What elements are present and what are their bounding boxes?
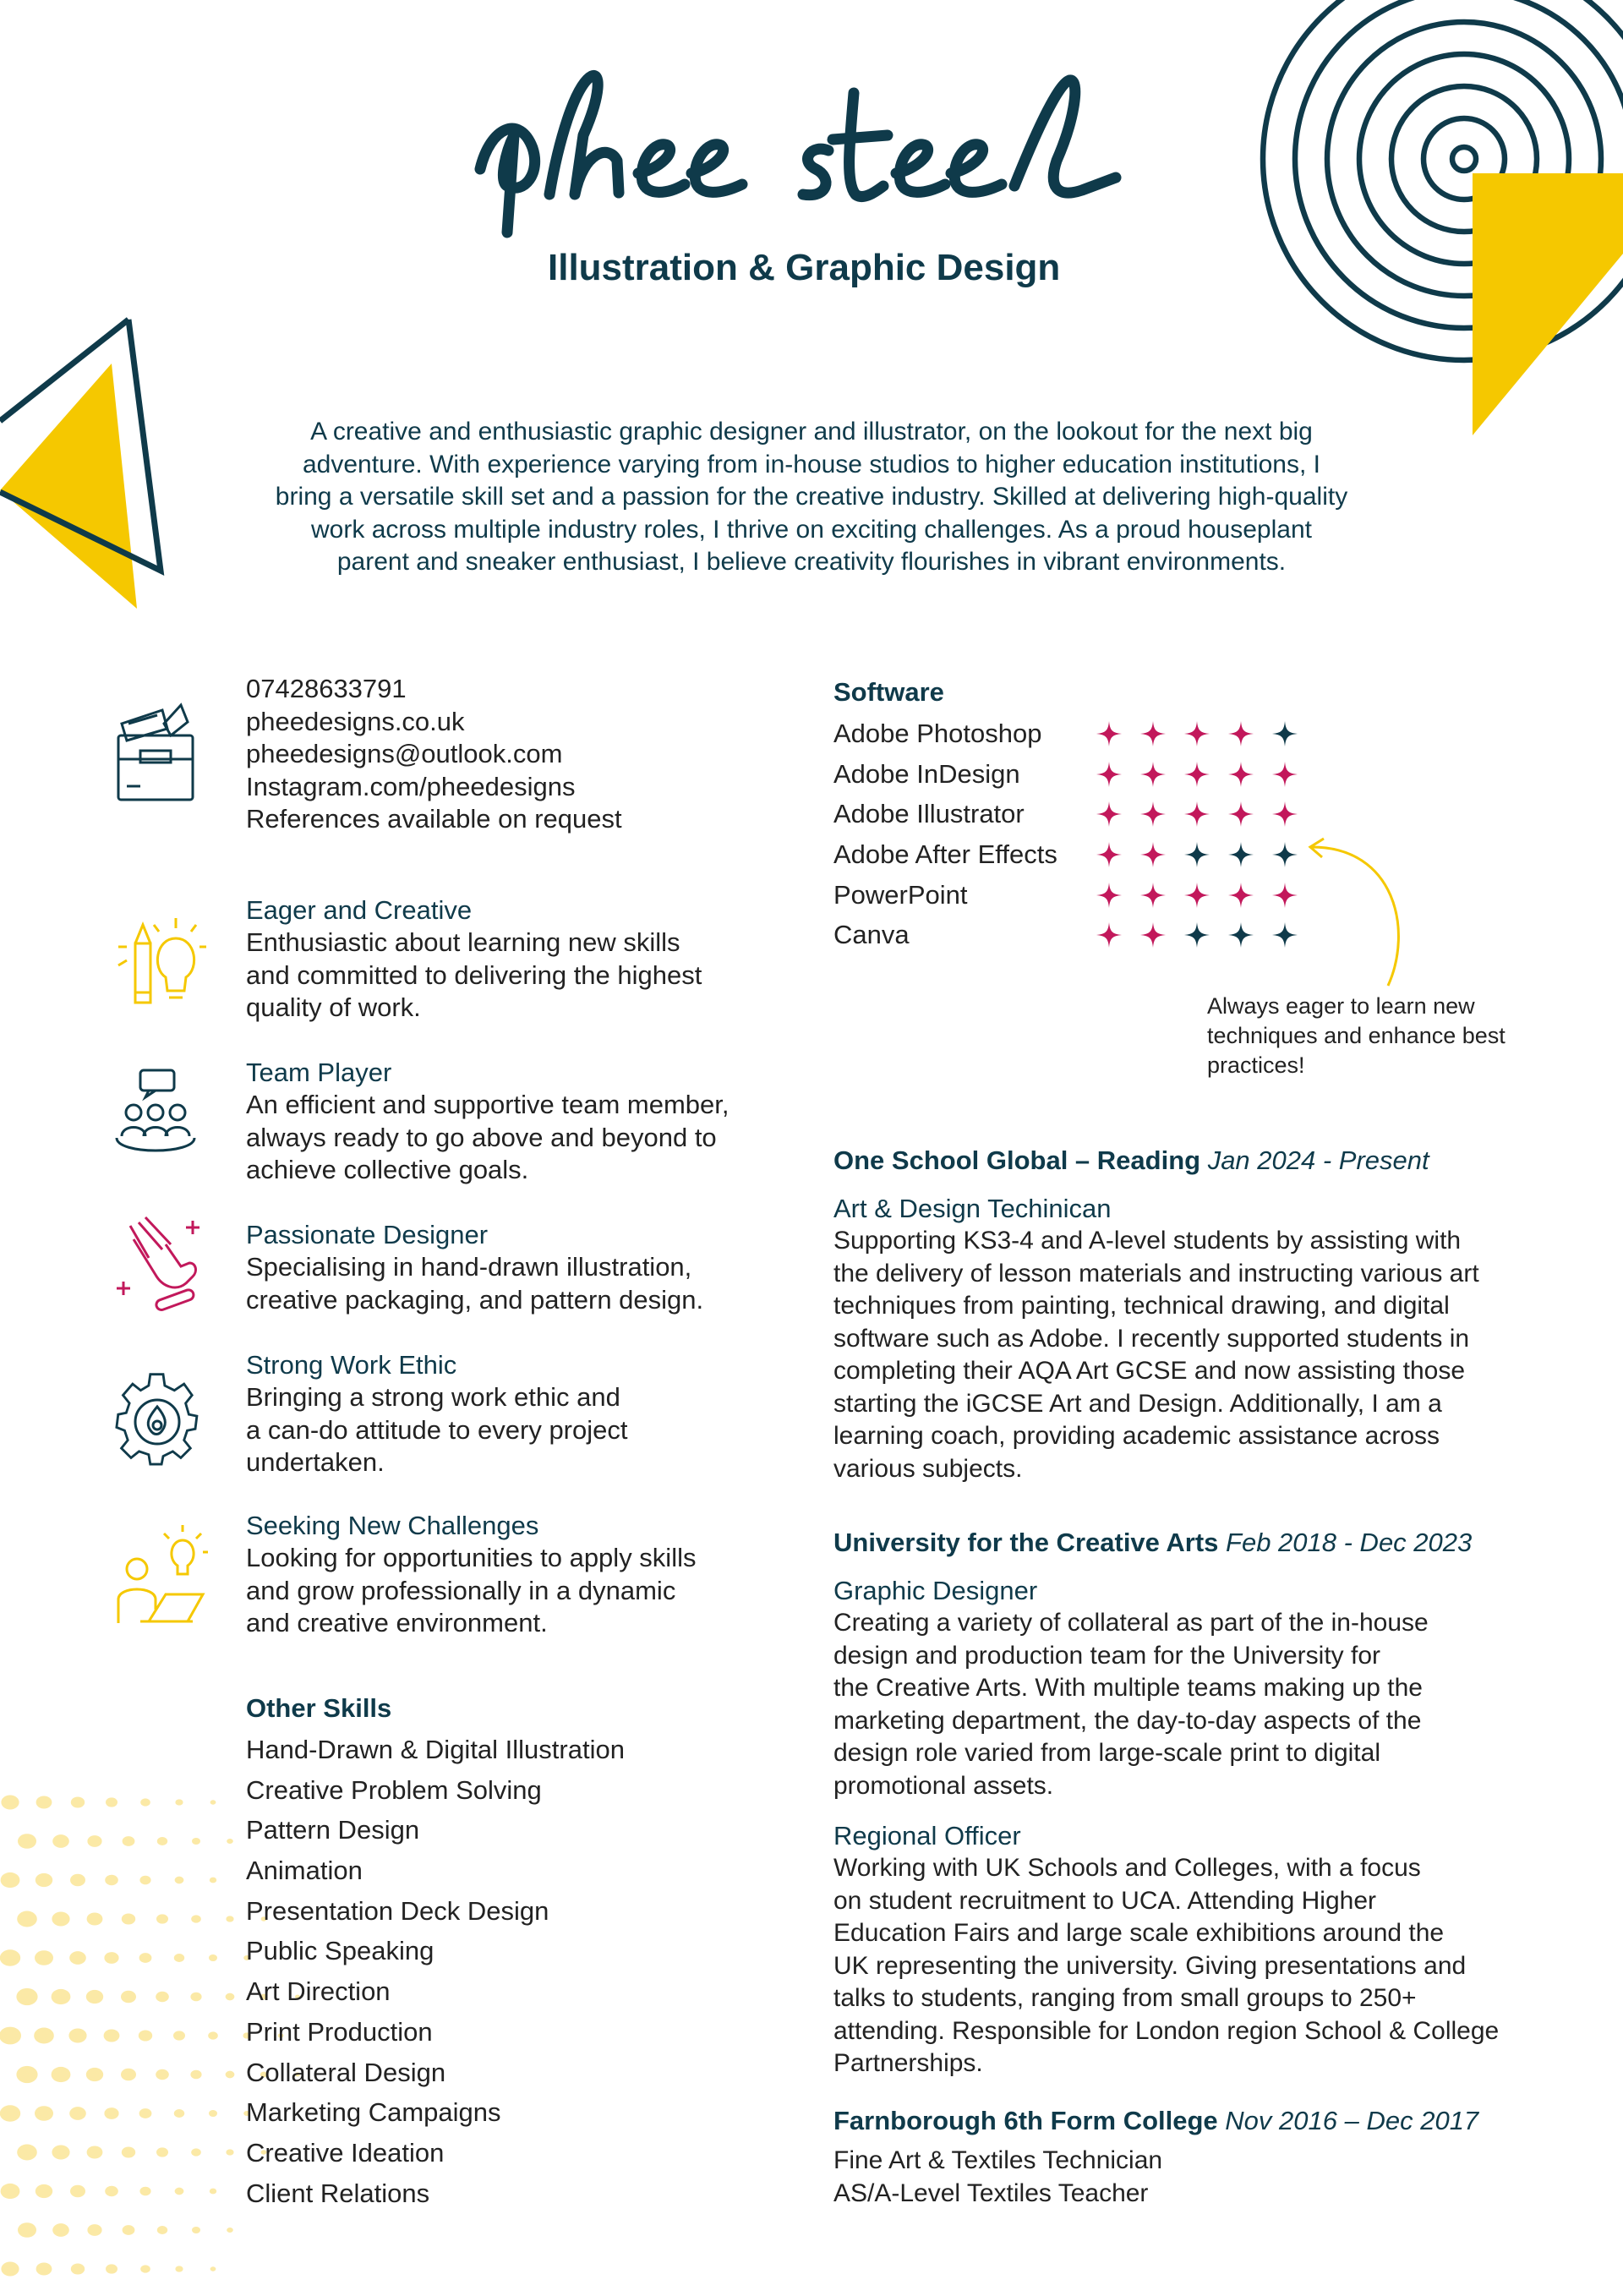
job-line: UK representing the university. Giving presentations and — [833, 1951, 1467, 1980]
star-filled-icon — [1227, 801, 1254, 828]
job-description — [833, 1852, 1560, 2080]
job-line: promotional assets. — [833, 1771, 1054, 1800]
drawing-hand-icon — [115, 1216, 208, 1314]
contact-details — [246, 673, 622, 836]
star-filled-icon — [1096, 761, 1123, 788]
job-line: learning coach, providing academic assistance across — [833, 1422, 1440, 1450]
intro-line: parent and sneaker enthusiast, I believe creativity flourishes in vibrant environments. — [336, 548, 1287, 576]
arrow-icon — [1302, 837, 1412, 989]
job-header — [833, 2106, 1478, 2136]
subtitle: Illustration & Graphic Design — [548, 247, 1061, 288]
skill-item: Creative Ideation — [246, 2137, 445, 2168]
skill-item: Marketing Campaigns — [246, 2097, 501, 2128]
decorative-dot — [17, 1911, 37, 1927]
decorative-dot — [106, 1797, 117, 1807]
job-dates: Jan 2024 - Present — [1207, 1145, 1429, 1175]
references-note: References available on request — [246, 804, 622, 834]
note-line: practices! — [1207, 1052, 1305, 1078]
decorative-dot — [122, 2146, 135, 2157]
decorative-dot — [226, 1916, 233, 1922]
decorative-dot — [87, 1835, 101, 1847]
decorative-dot — [140, 2265, 150, 2272]
note-line: Always eager to learn new — [1207, 993, 1475, 1019]
decorative-dot — [71, 1796, 85, 1807]
job-line: design role varied from large-scale print to digital — [833, 1739, 1380, 1767]
strength-line: and grow professionally in a dynamic — [246, 1575, 676, 1605]
strength-line: Enthusiastic about learning new skills — [246, 927, 680, 957]
strength-line: and committed to delivering the highest — [246, 959, 702, 990]
decorative-dot — [104, 1952, 118, 1964]
job-line: starting the iGCSE Art and Design. Additionally, I am a — [833, 1389, 1442, 1418]
decorative-dot — [157, 2226, 167, 2234]
other-skills-title: Other Skills — [246, 1693, 392, 1723]
skill-item: Presentation Deck Design — [246, 1895, 549, 1926]
team-icon — [115, 1067, 196, 1156]
star-filled-icon — [1271, 801, 1298, 828]
decorative-dot — [52, 1834, 69, 1848]
decorative-dot — [226, 2149, 233, 2155]
job-line: the Creative Arts. With multiple teams making up the — [833, 1674, 1423, 1702]
job-line: various subjects. — [833, 1454, 1023, 1483]
star-empty-icon — [1227, 841, 1254, 868]
decorative-dot — [190, 1993, 201, 2002]
decorative-dot — [104, 2107, 118, 2119]
signature-name-graphic — [473, 57, 1167, 237]
decorative-dot — [0, 1949, 20, 1966]
strength-eager-creative — [246, 894, 787, 1025]
intro-line: A creative and enthusiastic graphic designer and illustrator, on the lookout for the next big — [310, 418, 1313, 446]
decorative-dot — [36, 1873, 52, 1887]
decorative-dot — [175, 1877, 184, 1884]
software-name: Adobe InDesign — [833, 758, 1020, 789]
strength-title: Passionate Designer — [246, 1220, 489, 1249]
star-filled-icon — [1139, 801, 1167, 828]
strength-title: Seeking New Challenges — [246, 1511, 539, 1540]
star-filled-icon — [1183, 720, 1210, 747]
star-empty-icon — [1271, 921, 1298, 948]
decorative-dot — [70, 1874, 85, 1886]
decorative-dot — [209, 1954, 217, 1961]
job-line: the delivery of lesson materials and instructing various art — [833, 1259, 1479, 1287]
job-line: software such as Adobe. I recently supported students in — [833, 1324, 1470, 1353]
star-filled-icon — [1183, 761, 1210, 788]
decorative-dot — [52, 2223, 69, 2237]
rating-row — [1096, 915, 1315, 955]
strength-line: quality of work. — [246, 992, 421, 1022]
star-filled-icon — [1183, 801, 1210, 828]
star-filled-icon — [1096, 882, 1123, 909]
star-empty-icon — [1227, 921, 1254, 948]
decorative-dot — [227, 2228, 233, 2233]
job-dates: Nov 2016 – Dec 2017 — [1225, 2106, 1479, 2135]
job-header — [833, 1528, 1472, 1558]
job-line: marketing department, the day-to-day aspects of the — [833, 1706, 1422, 1735]
decorative-dot — [35, 2106, 53, 2121]
star-empty-icon — [1271, 720, 1298, 747]
decorative-dot — [105, 1875, 118, 1885]
skill-item: Art Direction — [246, 1976, 391, 2007]
decorative-dot — [104, 2029, 120, 2042]
star-filled-icon — [1139, 720, 1167, 747]
job-header — [833, 1145, 1429, 1176]
star-empty-icon — [1183, 841, 1210, 868]
decorative-dot — [139, 2108, 152, 2118]
job-line: Partnerships. — [833, 2049, 983, 2077]
software-note — [1207, 992, 1545, 1080]
decorative-dot — [87, 2224, 101, 2236]
skill-item: Collateral Design — [246, 2057, 446, 2087]
strength-title: Team Player — [246, 1058, 392, 1087]
decorative-dot — [174, 2109, 184, 2118]
person-idea-icon — [115, 1522, 210, 1626]
decorative-dot — [1, 2184, 20, 2199]
decorative-dot — [173, 2031, 185, 2040]
star-empty-icon — [1183, 921, 1210, 948]
decorative-dot — [192, 1838, 200, 1845]
software-name: Adobe Photoshop — [833, 719, 1042, 748]
rating-row — [1096, 794, 1315, 834]
software-title: Software — [833, 677, 944, 707]
decorative-dot — [36, 2184, 52, 2198]
strength-line: always ready to go above and beyond to — [246, 1122, 717, 1152]
skill-item: Print Production — [246, 2016, 433, 2047]
decorative-dot — [16, 1988, 37, 2005]
decorative-dot — [18, 2222, 36, 2238]
decorative-dot — [70, 2185, 85, 2197]
email-link[interactable]: pheedesigns@outlook.com — [246, 739, 563, 768]
rating-row — [1096, 754, 1315, 795]
software-list — [833, 713, 1057, 955]
strength-line: achieve collective goals. — [246, 1155, 529, 1184]
job-line: techniques from painting, technical drawing, and digital — [833, 1292, 1450, 1320]
strength-work-ethic — [246, 1349, 787, 1479]
gear-icon — [115, 1369, 199, 1469]
software-name: Canva — [833, 920, 910, 950]
intro-line: adventure. With experience varying from in-house studios to higher education institutions, I — [303, 450, 1320, 478]
decorative-dot — [52, 1912, 69, 1927]
decorative-dot — [0, 2105, 20, 2122]
strength-title: Eager and Creative — [246, 895, 473, 925]
decorative-dot — [0, 2027, 21, 2045]
star-empty-icon — [1271, 841, 1298, 868]
decorative-dot — [175, 2266, 183, 2271]
job-line: design and production team for the University for — [833, 1641, 1381, 1670]
strength-line: Looking for opportunities to apply skills — [246, 1543, 697, 1572]
decorative-dot — [190, 2070, 201, 2080]
decorative-dot — [71, 2263, 85, 2274]
job-line: on student recruitment to UCA. Attending Higher — [833, 1886, 1377, 1915]
decorative-dot — [69, 2107, 86, 2120]
job-description — [833, 2145, 1560, 2210]
decorative-dot — [175, 1799, 183, 1805]
decorative-dot — [86, 2068, 103, 2081]
star-filled-icon — [1096, 720, 1123, 747]
rating-row — [1096, 875, 1315, 916]
star-filled-icon — [1271, 761, 1298, 788]
name-logo — [473, 57, 1167, 237]
decorative-dot — [1, 1872, 20, 1888]
rating-row — [1096, 713, 1315, 754]
instagram-link[interactable]: Instagram.com/pheedesigns — [246, 771, 576, 801]
decorative-dot — [139, 1876, 150, 1885]
decorative-dot — [139, 2030, 152, 2041]
decorative-dot — [87, 1912, 103, 1925]
employer: University for the Creative Arts — [833, 1528, 1219, 1557]
software-name: Adobe After Effects — [833, 839, 1057, 870]
job-line: completing their AQA Art GCSE and now assisting those — [833, 1357, 1466, 1385]
strength-line: creative packaging, and pattern design. — [246, 1284, 704, 1315]
software-ratings — [1096, 713, 1315, 955]
decorative-dot — [52, 2067, 71, 2082]
decorative-dot — [69, 1951, 86, 1965]
job-role: Graphic Designer — [833, 1576, 1038, 1605]
skill-item: Public Speaking — [246, 1936, 434, 1966]
decorative-dot — [227, 1839, 233, 1844]
job-line: attending. Responsible for London region School & College — [833, 2016, 1500, 2045]
note-line: techniques and enhance best — [1207, 1023, 1506, 1048]
decorative-dot — [16, 2066, 37, 2083]
software-name: Adobe Illustrator — [833, 799, 1025, 829]
decorative-dot — [122, 1913, 135, 1924]
decorative-dot — [226, 1993, 235, 2001]
decorative-dot — [210, 1878, 216, 1883]
strength-line: Bringing a strong work ethic and — [246, 1382, 620, 1412]
decorative-dot — [68, 2029, 86, 2043]
job-description — [833, 1225, 1560, 1485]
decorative-dot — [156, 2147, 168, 2157]
decorative-dot — [52, 2146, 69, 2160]
job-line: Supporting KS3-4 and A-level students by assisting with — [833, 1227, 1462, 1255]
star-filled-icon — [1139, 841, 1167, 868]
decorative-dot — [123, 1836, 135, 1846]
decorative-dot — [17, 2145, 37, 2161]
decorative-dot — [106, 2264, 117, 2273]
decorative-dot — [209, 2110, 217, 2117]
software-name: PowerPoint — [833, 879, 968, 910]
website-link[interactable]: pheedesigns.co.uk — [246, 706, 465, 736]
decorative-dot — [1, 1796, 19, 1810]
decorative-dot — [123, 2225, 135, 2235]
job-dates: Feb 2018 - Dec 2023 — [1226, 1528, 1473, 1557]
decorative-triangles-left — [0, 304, 178, 626]
decorative-dot — [156, 1992, 169, 2002]
decorative-dot — [121, 1991, 136, 2003]
star-filled-icon — [1096, 841, 1123, 868]
intro-line: bring a versatile skill set and a passion for the creative industry. Skilled at delivering high-quality — [275, 483, 1348, 511]
skill-item: Pattern Design — [246, 1815, 420, 1845]
star-filled-icon — [1139, 882, 1167, 909]
star-filled-icon — [1139, 921, 1167, 948]
decorative-dot — [226, 2071, 235, 2079]
star-filled-icon — [1183, 882, 1210, 909]
decorative-dot — [210, 2266, 216, 2271]
strength-line: a can-do attitude to every project — [246, 1414, 628, 1445]
decorative-dot — [210, 1800, 216, 1804]
job-description — [833, 1607, 1560, 1802]
decorative-dot — [52, 1989, 71, 2004]
decorative-dot — [156, 2069, 169, 2080]
decorative-dot — [208, 2031, 218, 2039]
star-filled-icon — [1227, 761, 1254, 788]
pencil-lightbulb-icon — [115, 913, 208, 1008]
decorative-dot — [175, 2188, 184, 2195]
decorative-dot — [156, 1914, 168, 1923]
decorative-dot — [191, 2148, 201, 2156]
job-line: AS/A-Level Textiles Teacher — [833, 2178, 1149, 2207]
job-line: Fine Art & Textiles Technician — [833, 2146, 1163, 2174]
decorative-dot — [174, 1954, 184, 1962]
strength-line: Specialising in hand-drawn illustration, — [246, 1252, 692, 1282]
strength-team-player — [246, 1057, 787, 1187]
decorative-dot — [18, 1834, 36, 1849]
decorative-concentric-circles — [1243, 0, 1623, 440]
decorative-dot — [210, 2189, 216, 2195]
name-text: phee steel — [473, 57, 536, 71]
decorative-dot — [87, 2146, 103, 2158]
star-filled-icon — [1271, 882, 1298, 909]
other-skills-list — [246, 1730, 625, 2213]
strength-line: undertaken. — [246, 1447, 385, 1477]
decorative-dot — [121, 2069, 136, 2080]
star-filled-icon — [1096, 921, 1123, 948]
skill-item: Animation — [246, 1856, 363, 1886]
decorative-dot — [35, 1950, 53, 1965]
intro-paragraph — [228, 416, 1395, 579]
job-line: Creating a variety of collateral as part of the in-house — [833, 1609, 1429, 1637]
decorative-dot — [36, 1796, 52, 1808]
star-filled-icon — [1227, 720, 1254, 747]
intro-line: work across multiple industry roles, I thrive on exciting challenges. As a proud houseplant — [311, 515, 1312, 544]
decorative-dot — [36, 2262, 52, 2275]
strength-title: Strong Work Ethic — [246, 1350, 457, 1380]
decorative-dot — [34, 2028, 54, 2044]
star-filled-icon — [1227, 882, 1254, 909]
job-line: Working with UK Schools and Colleges, with a focus — [833, 1854, 1421, 1882]
decorative-dot — [157, 1837, 167, 1845]
decorative-dot — [140, 1798, 150, 1806]
decorative-dot — [1, 2262, 19, 2277]
decorative-dot — [191, 1915, 201, 1922]
skill-item: Client Relations — [246, 2178, 430, 2208]
decorative-dot — [139, 2187, 150, 2196]
rating-row — [1096, 834, 1315, 875]
star-filled-icon — [1139, 761, 1167, 788]
job-line: talks to students, ranging from small groups to 250+ — [833, 1984, 1417, 2012]
job-role: Regional Officer — [833, 1821, 1021, 1850]
decorative-dot — [86, 1990, 103, 2004]
strength-line: and creative environment. — [246, 1608, 548, 1637]
strength-passionate-designer — [246, 1219, 787, 1316]
job-line: Education Fairs and large scale exhibitions around the — [833, 1919, 1445, 1947]
briefcase-icon — [115, 698, 196, 803]
strength-line: An efficient and supportive team member, — [246, 1090, 730, 1119]
decorative-dot — [139, 1953, 152, 1963]
employer: One School Global – Reading — [833, 1145, 1201, 1175]
skill-item: Hand-Drawn & Digital Illustration — [246, 1735, 625, 1764]
skill-item: Creative Problem Solving — [246, 1774, 542, 1805]
job-role: Art & Design Techinican — [833, 1194, 1112, 1223]
decorative-dot — [105, 2186, 118, 2196]
phone[interactable]: 07428633791 — [246, 674, 407, 703]
decorative-dot — [192, 2227, 200, 2233]
star-filled-icon — [1096, 801, 1123, 828]
employer: Farnborough 6th Form College — [833, 2106, 1218, 2135]
strength-new-challenges — [246, 1510, 787, 1640]
